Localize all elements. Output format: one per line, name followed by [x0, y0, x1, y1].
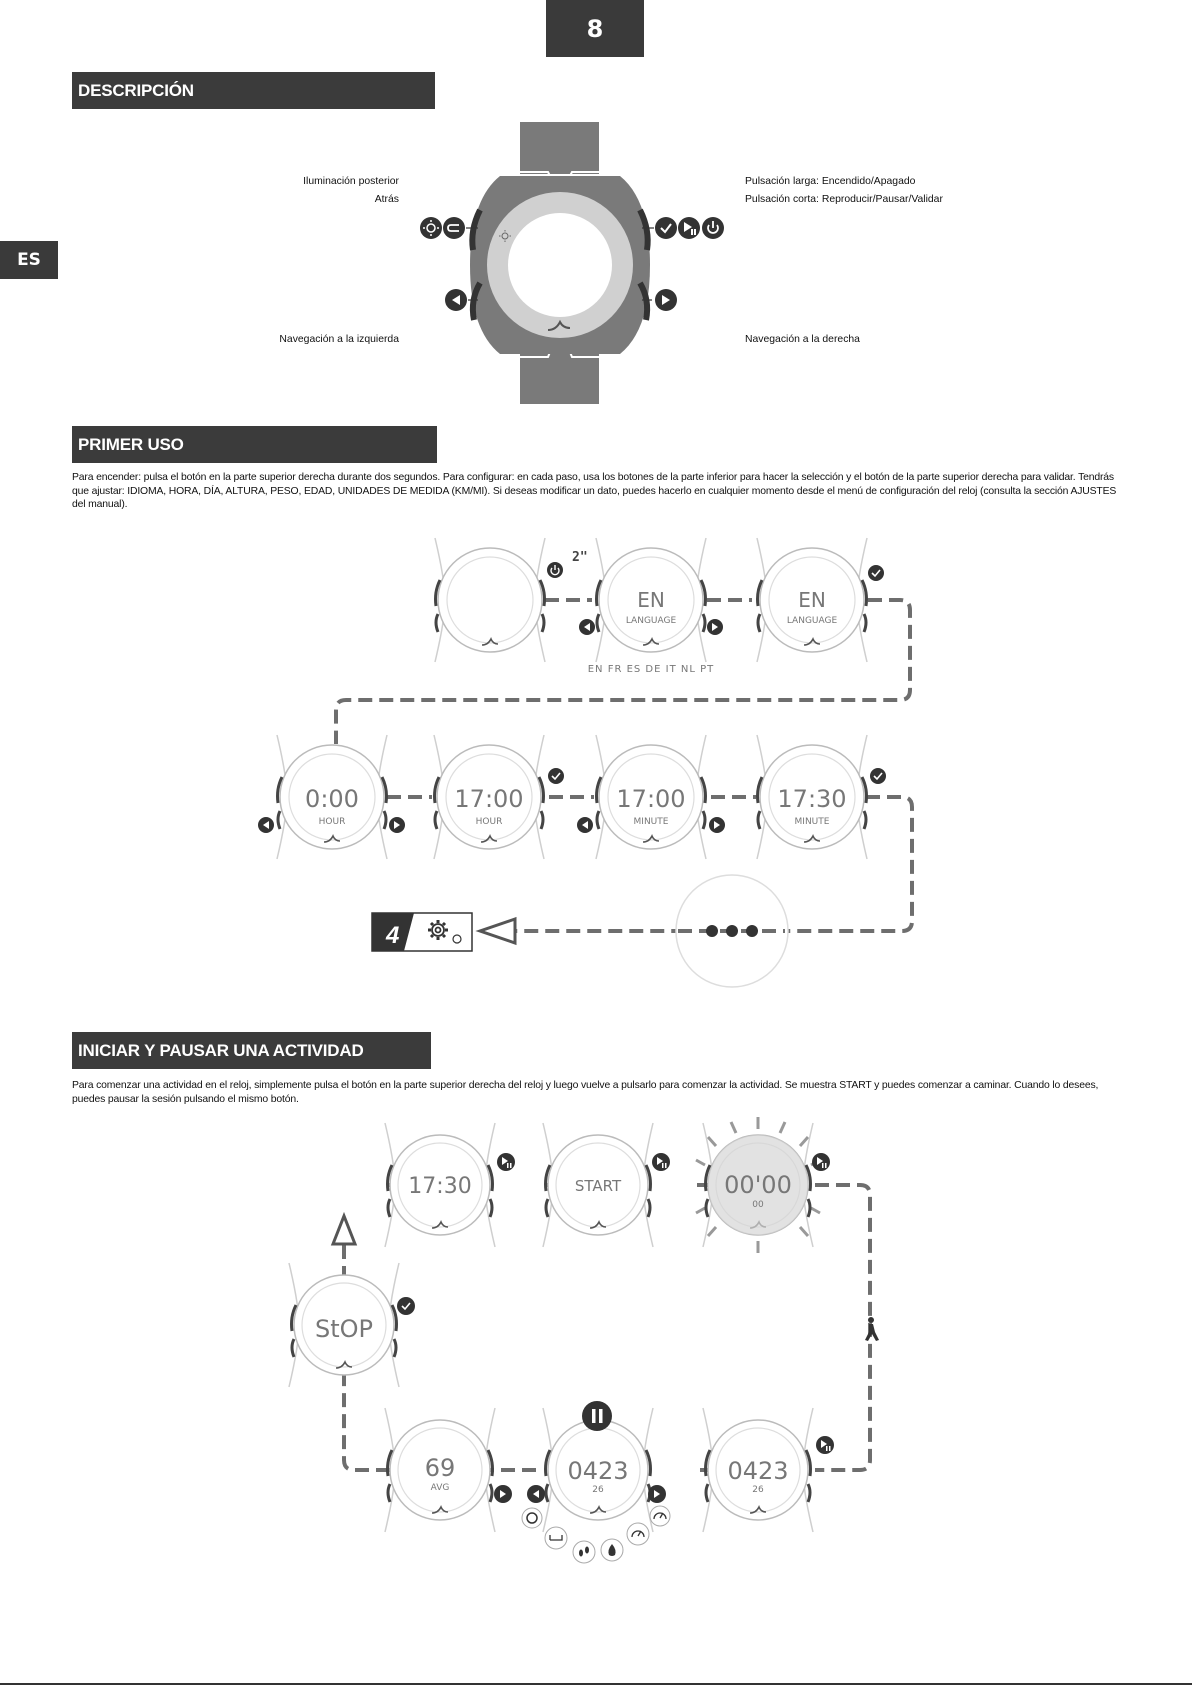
- section-title-first-use: PRIMER USO: [72, 426, 437, 463]
- lang-code: EN: [798, 588, 826, 612]
- steps-display-2: 0423: [727, 1457, 789, 1485]
- minute-start: 17:00: [616, 785, 686, 813]
- start-pause-paragraph: Para comenzar una actividad en el reloj, simplemente pulsa el botón en la parte superior derecha del reloj y luego vuelve a pulsarlo para comenzar la actividad. Se muestra START y puedes comenzar a caminar. Cuando lo desees, puedes pausar la sesión pulsando el mismo botón.: [72, 1080, 1099, 1105]
- chrono-sub: 00: [752, 1200, 764, 1210]
- label-long-press: Pulsación larga: Encendido/Apagado: [745, 176, 916, 187]
- calories-icon: [601, 1539, 623, 1561]
- label-short-press: Pulsación corta: Reproducir/Pausar/Validar: [745, 194, 943, 205]
- time-display: 17:30: [408, 1174, 472, 1199]
- steps-icon: [573, 1541, 595, 1563]
- walker-icon: [865, 1317, 879, 1341]
- stop-display: StOP: [314, 1315, 374, 1343]
- label-back: Atrás: [374, 194, 399, 205]
- page-number: 8: [546, 0, 644, 57]
- label-nav-right: Navegación a la derecha: [745, 334, 860, 345]
- hour-set: 17:00: [454, 785, 524, 813]
- steps-display: 0423: [567, 1457, 629, 1485]
- arrow-right-small-icon: [648, 1485, 666, 1503]
- steps-sub-2: 26: [752, 1485, 764, 1495]
- lang-label: LANGUAGE: [625, 616, 677, 626]
- play-pause-small-icon: [812, 1153, 830, 1171]
- lang-label: LANGUAGE: [786, 616, 838, 626]
- minute-set: 17:30: [777, 785, 847, 813]
- arrow-right-small-icon: [494, 1485, 512, 1503]
- section-title-start-pause: INICIAR Y PAUSAR UNA ACTIVIDAD: [72, 1032, 431, 1069]
- pause-icon: [582, 1401, 612, 1431]
- play-pause-small-icon: [652, 1153, 670, 1171]
- pace-icon: [650, 1506, 670, 1526]
- hour-label: HOUR: [318, 817, 346, 827]
- start-display: START: [574, 1177, 622, 1195]
- check-small-icon: [397, 1297, 415, 1315]
- label-nav-left: Navegación a la izquierda: [279, 334, 399, 345]
- section-title-description: DESCRIPCIÓN: [72, 72, 435, 109]
- first-use-paragraph: Para encender: pulsa el botón en la parte superior derecha durante dos segundos. Para configurar: en cada paso, usa los botones de la parte inferior para hacer la selección y el botón de la parte superior derecha para validar. Tendrás que ajustar: IDIOMA, HORA, DÍA, ALTURA, PESO, EDAD, UNIDADES DE MEDIDA (KM/MI). Si deseas modificar un dato, puedes hacerlo en cualquier momento desde el menú de configuración del reloj (consulta la sección AJUSTES del manual).: [72, 472, 1117, 510]
- play-pause-small-icon: [497, 1153, 515, 1171]
- steps-sub: 26: [592, 1485, 604, 1495]
- lang-code: EN: [637, 588, 665, 612]
- avg-value: 69: [424, 1454, 456, 1482]
- hour-label: HOUR: [475, 817, 503, 827]
- avg-label: AVG: [430, 1483, 450, 1493]
- language-tab: ES: [0, 241, 58, 279]
- hold-time-label: 2": [572, 550, 588, 565]
- speed-icon: [627, 1523, 649, 1545]
- settings-step-number: 4: [386, 922, 400, 949]
- lang-options: EN FR ES DE IT NL PT: [587, 664, 715, 675]
- chrono-display: 00'00: [724, 1171, 792, 1199]
- minute-label: MINUTE: [633, 817, 669, 827]
- minute-label: MINUTE: [794, 817, 830, 827]
- distance-icon: [545, 1527, 567, 1549]
- arrow-left-small-icon: [527, 1485, 545, 1503]
- hour-start: 0:00: [305, 785, 359, 813]
- stopwatch-icon: [522, 1508, 542, 1528]
- label-backlight: Iluminación posterior: [303, 176, 399, 187]
- play-pause-small-icon: [816, 1436, 834, 1454]
